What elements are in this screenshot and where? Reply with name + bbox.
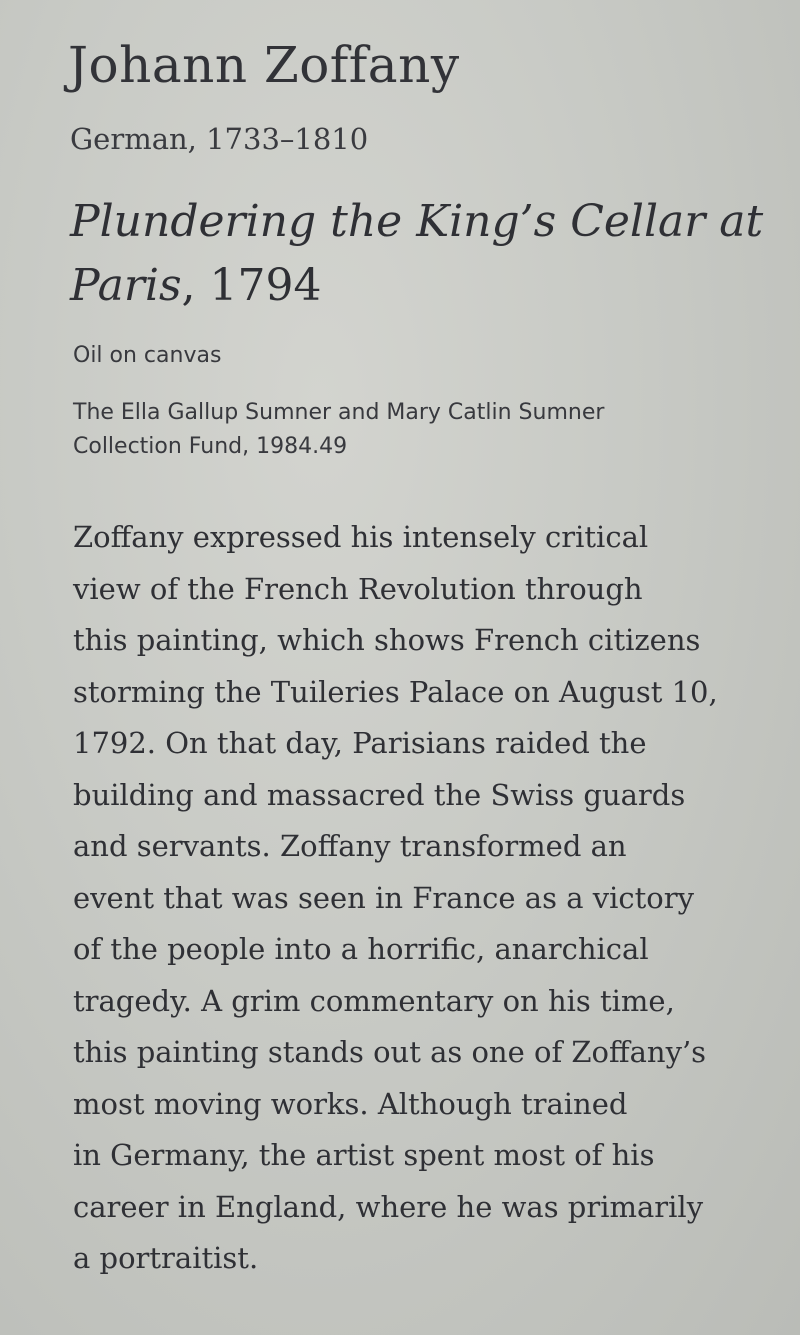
description-line: a portraitist. [73, 1241, 259, 1275]
credit-line-row: Collection Fund, 1984.49 [73, 434, 348, 459]
description-line: most moving works. Although trained [73, 1086, 628, 1121]
description-line: this painting, which shows French citizens [73, 623, 701, 657]
artwork-medium: Oil on canvas [73, 343, 222, 368]
description-line: tragedy. A grim commentary on his time, [73, 983, 675, 1018]
credit-line [73, 396, 713, 464]
description-line: career in England, where he was primarily [73, 1189, 704, 1224]
description-line: storming the Tuileries Palace on August 10, [73, 674, 718, 709]
credit-line-row: The Ella Gallup Sumner and Mary Catlin Sumner [73, 400, 605, 425]
artwork-description [73, 512, 773, 1285]
description-line: view of the French Revolution through [73, 571, 643, 606]
artist-nationality-dates: German, 1733–1810 [70, 122, 369, 156]
description-line: 1792. On that day, Parisians raided the [73, 726, 647, 760]
artwork-year: , 1794 [181, 260, 322, 311]
description-line: of the people into a horrific, anarchical [73, 932, 649, 966]
description-line: in Germany, the artist spent most of his [73, 1138, 655, 1172]
artwork-title-text: Plundering the King’s Cellar at Paris [70, 196, 764, 311]
description-line: Zoffany expressed his intensely critical [73, 520, 649, 554]
description-line: this painting stands out as one of Zoffany’s [73, 1035, 707, 1069]
description-line: event that was seen in France as a victory [73, 880, 694, 915]
artist-name: Johann Zoffany [68, 36, 460, 94]
description-line: and servants. Zoffany transformed an [73, 829, 627, 863]
description-line: building and massacred the Swiss guards [73, 777, 686, 812]
artwork-title [70, 190, 770, 318]
